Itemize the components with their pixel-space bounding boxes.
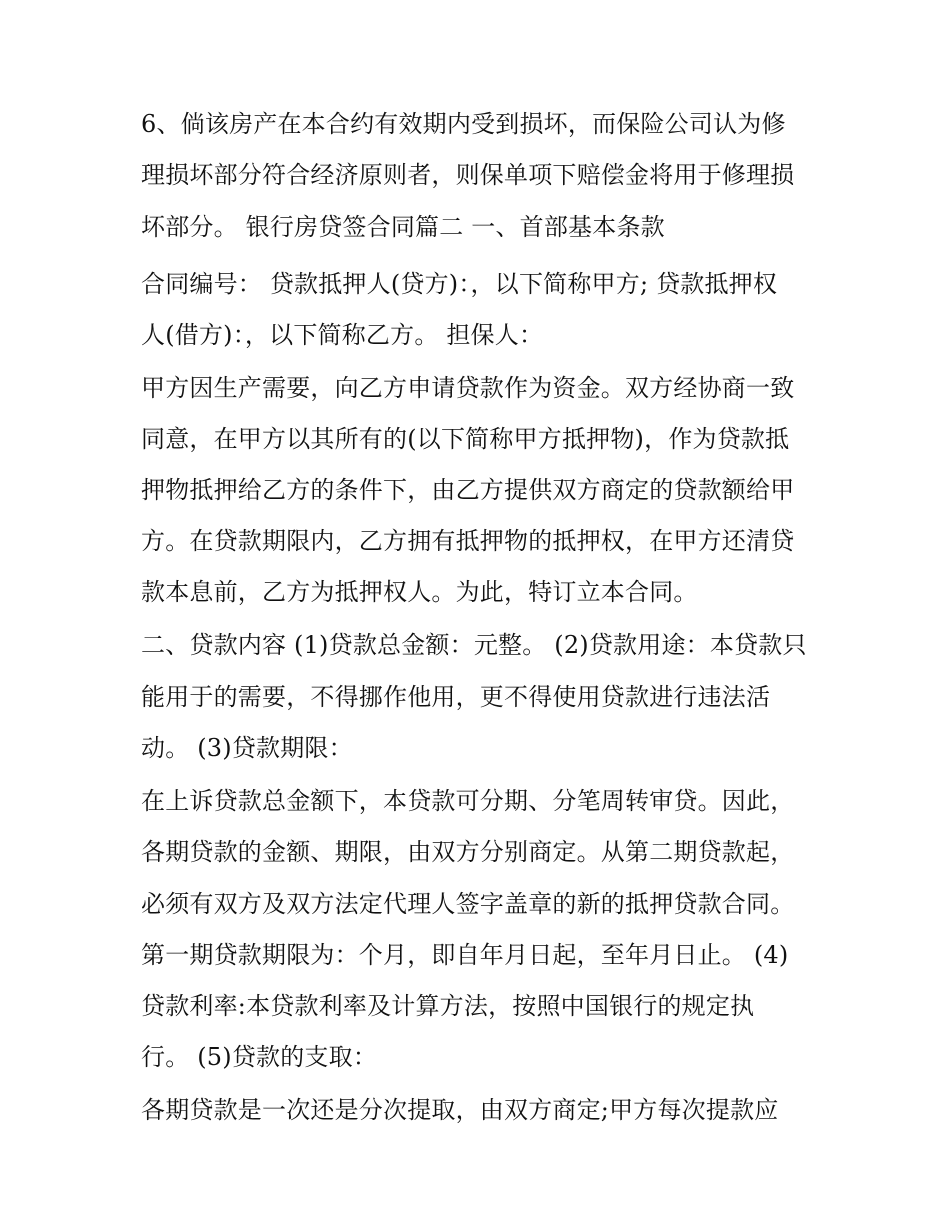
text-line: 贷款利率:本贷款利率及计算方法，按照中国银行的规定执 [141, 992, 755, 1020]
text-line: 同意，在甲方以其所有的(以下简称甲方抵押物)，作为贷款抵 [141, 425, 790, 453]
text-line: 能用于的需要，不得挪作他用，更不得使用贷款进行违法活 [141, 683, 771, 711]
text-line: 二、贷款内容 (1)贷款总金额：元整。 (2)贷款用途：本贷款只 [141, 631, 807, 659]
text-line: 动。 (3)贷款期限： [141, 734, 353, 762]
text-line: 款本息前，乙方为抵押权人。为此，特订立本合同。 [141, 578, 698, 606]
text-line: 坏部分。 银行房贷签合同篇二 一、首部基本条款 [141, 213, 665, 241]
text-line: 甲方因生产需要，向乙方申请贷款作为资金。双方经协商一致 [141, 374, 795, 402]
text-line: 各期贷款是一次还是分次提取，由双方商定;甲方每次提款应 [141, 1096, 779, 1124]
text-line: 合同编号： 贷款抵押人(贷方)：，以下简称甲方; 贷款抵押权 [141, 270, 778, 298]
text-line: 必须有双方及双方法定代理人签字盖章的新的抵押贷款合同。 [141, 890, 795, 918]
text-line: 理损坏部分符合经济原则者，则保单项下赔偿金将用于修理损 [141, 161, 795, 189]
text-line: 各期贷款的金额、期限，由双方分别商定。从第二期贷款起， [141, 838, 795, 866]
text-line: 在上诉贷款总金额下，本贷款可分期、分笔周转审贷。因此， [141, 787, 795, 815]
text-line: 6、倘该房产在本合约有效期内受到损坏，而保险公司认为修 [141, 110, 786, 138]
text-line: 第一期贷款期限为：个月，即自年月日起，至年月日止。 (4) [141, 941, 789, 969]
text-line: 行。 (5)贷款的支取： [141, 1043, 378, 1071]
text-line: 方。在贷款期限内，乙方拥有抵押物的抵押权，在甲方还清贷 [141, 527, 795, 555]
text-line: 人(借方)：，以下简称乙方。 担保人： [141, 321, 544, 349]
text-line: 押物抵押给乙方的条件下，由乙方提供双方商定的贷款额给甲 [141, 476, 795, 504]
